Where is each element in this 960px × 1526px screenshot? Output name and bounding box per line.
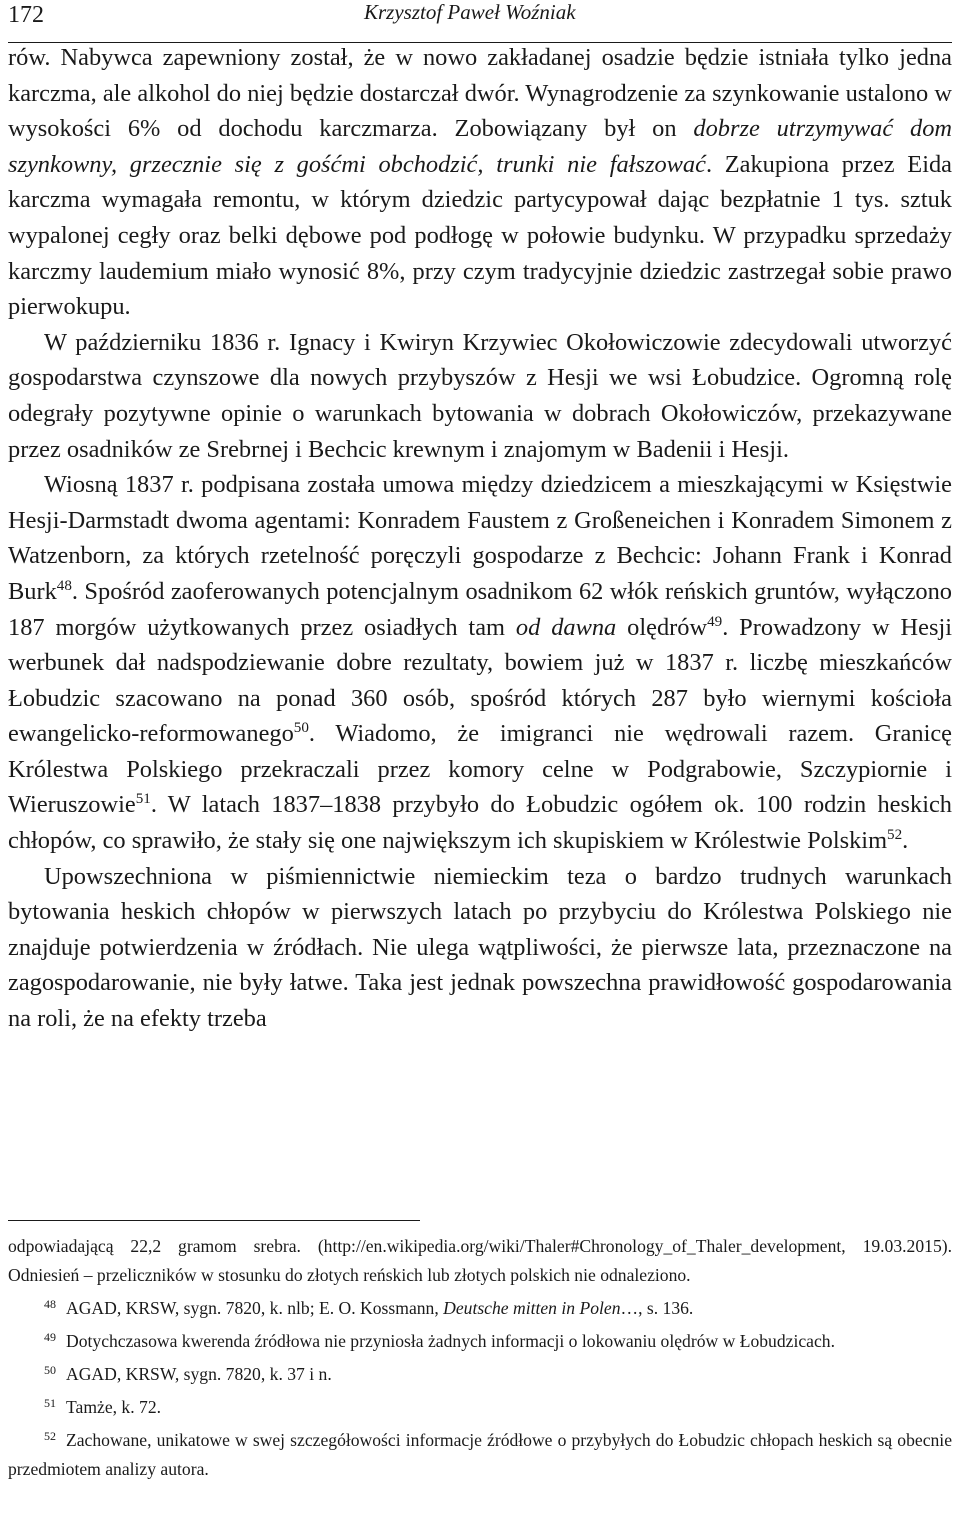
footnote-number: 48 [44, 1297, 56, 1311]
footnote-number: 52 [44, 1429, 56, 1443]
footnote-number: 50 [44, 1363, 56, 1377]
footnote-ref-50: 50 [293, 720, 309, 737]
footnotes [8, 1232, 952, 1484]
paragraph-1 [8, 40, 952, 325]
paragraph-text: rów. Nabywca zapewniony został, że w nowo zakładanej osadzie będzie istniała tylko jedna karczma, ale alkohol do niej będzie dostarczał dwór. Wynagrodzenie za szynkowanie ustalono w wysokości 6% od dochodu karczmarza. Zobowiązany był on [8, 44, 952, 143]
footnote-number: 51 [44, 1396, 56, 1410]
footnote-text: Tamże, k. 72. [66, 1397, 162, 1417]
paragraph-text: . Wiadomo, że imigranci nie wędrowali razem. Granicę Królestwa Polskiego przekraczali przez komory celne w Podgrabowie, Szczypiornie i Wieruszowie [8, 720, 952, 819]
footnote-text: AGAD, KRSW, sygn. 7820, k. 37 i n. [66, 1364, 332, 1384]
footnote-text: odpowiadającą 22,2 gramom srebra. (http://en.wikipedia.org/wiki/Thaler#Chronology_of_Thaler_development, 19.03.2015). Odniesień – przeliczników w stosunku do złotych reńskich lub złotych polskich nie odnaleziono. [8, 1236, 952, 1285]
footnote-text: AGAD, KRSW, sygn. 7820, k. nlb; E. O. Kossmann, [66, 1298, 444, 1318]
footnote-ref-48: 48 [56, 577, 72, 594]
footnote-52 [8, 1422, 952, 1484]
footnote-ref-51: 51 [135, 791, 151, 808]
paragraph-text: W październiku 1836 r. Ignacy i Kwiryn Krzywiec Okołowiczowie zdecydowali utworzyć gospodarstwa czynszowe dla nowych przybyszów z Hesji we wsi Łobudzice. Ogromną rolę odegrały pozytywne opinie o warunkach bytowania w dobrach Okołowiczów, przekazywane przez osadników ze Srebrnej i Bechcic krewnym i znajomym w Badenii i Hesji. [8, 328, 952, 463]
page-header [8, 0, 952, 43]
paragraph-text: olędrów [616, 613, 708, 641]
paragraph-4 [8, 859, 952, 1037]
italic-term: od dawna [515, 613, 617, 641]
footnote-italic-title: Deutsche mitten in Polen [443, 1298, 621, 1318]
paragraph-2 [8, 325, 952, 467]
footnote-text: …, s. 136. [620, 1298, 694, 1318]
footnote-48 [8, 1290, 952, 1323]
paragraph-text: . W latach 1837–1838 przybyło do Łobudzic ogółem ok. 100 rodzin heskich chłopów, co sprawiło, że stały się one największym ich skupiskiem w Królestwie Polskim [8, 791, 952, 855]
paragraph-text: . Prowadzony w Hesji werbunek dał nadspodziewanie dobre rezultaty, bowiem już w 1837 r. liczbę mieszkańców Łobudzic szacowano na ponad 360 osób, spośród których 287 było wiernymi kościoła ewangelicko-reformowanego [8, 613, 953, 748]
paragraph-text: . Zakupiona przez Eida karczma wymagała remontu, w którym dziedzic partycypował dając bezpłatnie 1 tys. sztuk wypalonej cegły oraz belki dębowe pod podłogę w połowie budynku. W przypadku sprzedaży karczmy laudemium miało wynosić 8%, przy czym tradycyjnie dziedzic zastrzegał sobie prawo pierwokupu. [8, 150, 952, 321]
paragraph-text: Upowszechniona w piśmiennictwie niemieckim teza o bardzo trudnych warunkach bytowania heskich chłopów w pierwszych latach po przybyciu do Królestwa Polskiego nie znajduje potwierdzenia w źródłach. Nie ulega wątpliwości, że pierwsze lata, przeznaczone na zagospodarowanie, nie były łatwe. Taka jest jednak powszechna prawidłowość gospodarowania na roli, że na efekty trzeba [8, 862, 952, 1033]
footnote-51 [8, 1389, 952, 1422]
paragraph-text: . Spośród zaoferowanych potencjalnym osadnikom 62 włók reńskich gruntów, wyłączono 187 morgów użytkowanych przez osiadłych tam [8, 577, 952, 641]
footnote-50 [8, 1356, 952, 1389]
main-text [8, 40, 952, 1037]
paragraph-3 [8, 467, 952, 859]
footnote-text: Dotychczasowa kwerenda źródłowa nie przyniosła żadnych informacji o lokowaniu olędrów w Łobudzicach. [66, 1331, 835, 1351]
paragraph-text: . [902, 827, 909, 855]
paragraph-text: Wiosną 1837 r. podpisana została umowa między dziedzicem a mieszkającymi w Księstwie Hesji-Darmstadt dwoma agentami: Konradem Faustem z Großeneichen i Konradem Simonem z Watzenborn, za których rzetelność poręczyli gospodarze z Bechcic: Johann Frank i Konrad Burk [8, 471, 952, 605]
footnote-separator [8, 1220, 420, 1221]
running-title: Krzysztof Paweł Woźniak [364, 0, 576, 24]
italic-quote: dobrze utrzymywać dom szynkowny, grzecznie się z gośćmi obchodzić, trunki nie fałszować [8, 115, 953, 178]
footnote-text: Zachowane, unikatowe w swej szczegółowości informacje źródłowe o przybyłych do Łobudzic chłopach heskich są obecnie przedmiotem analizy autora. [8, 1430, 952, 1479]
footnote-ref-49: 49 [707, 613, 723, 630]
page-number: 172 [8, 2, 44, 28]
footnote-number: 49 [44, 1330, 56, 1344]
footnote-ref-52: 52 [887, 826, 903, 843]
footnote-49 [8, 1323, 952, 1356]
footnote-continued [8, 1232, 952, 1290]
